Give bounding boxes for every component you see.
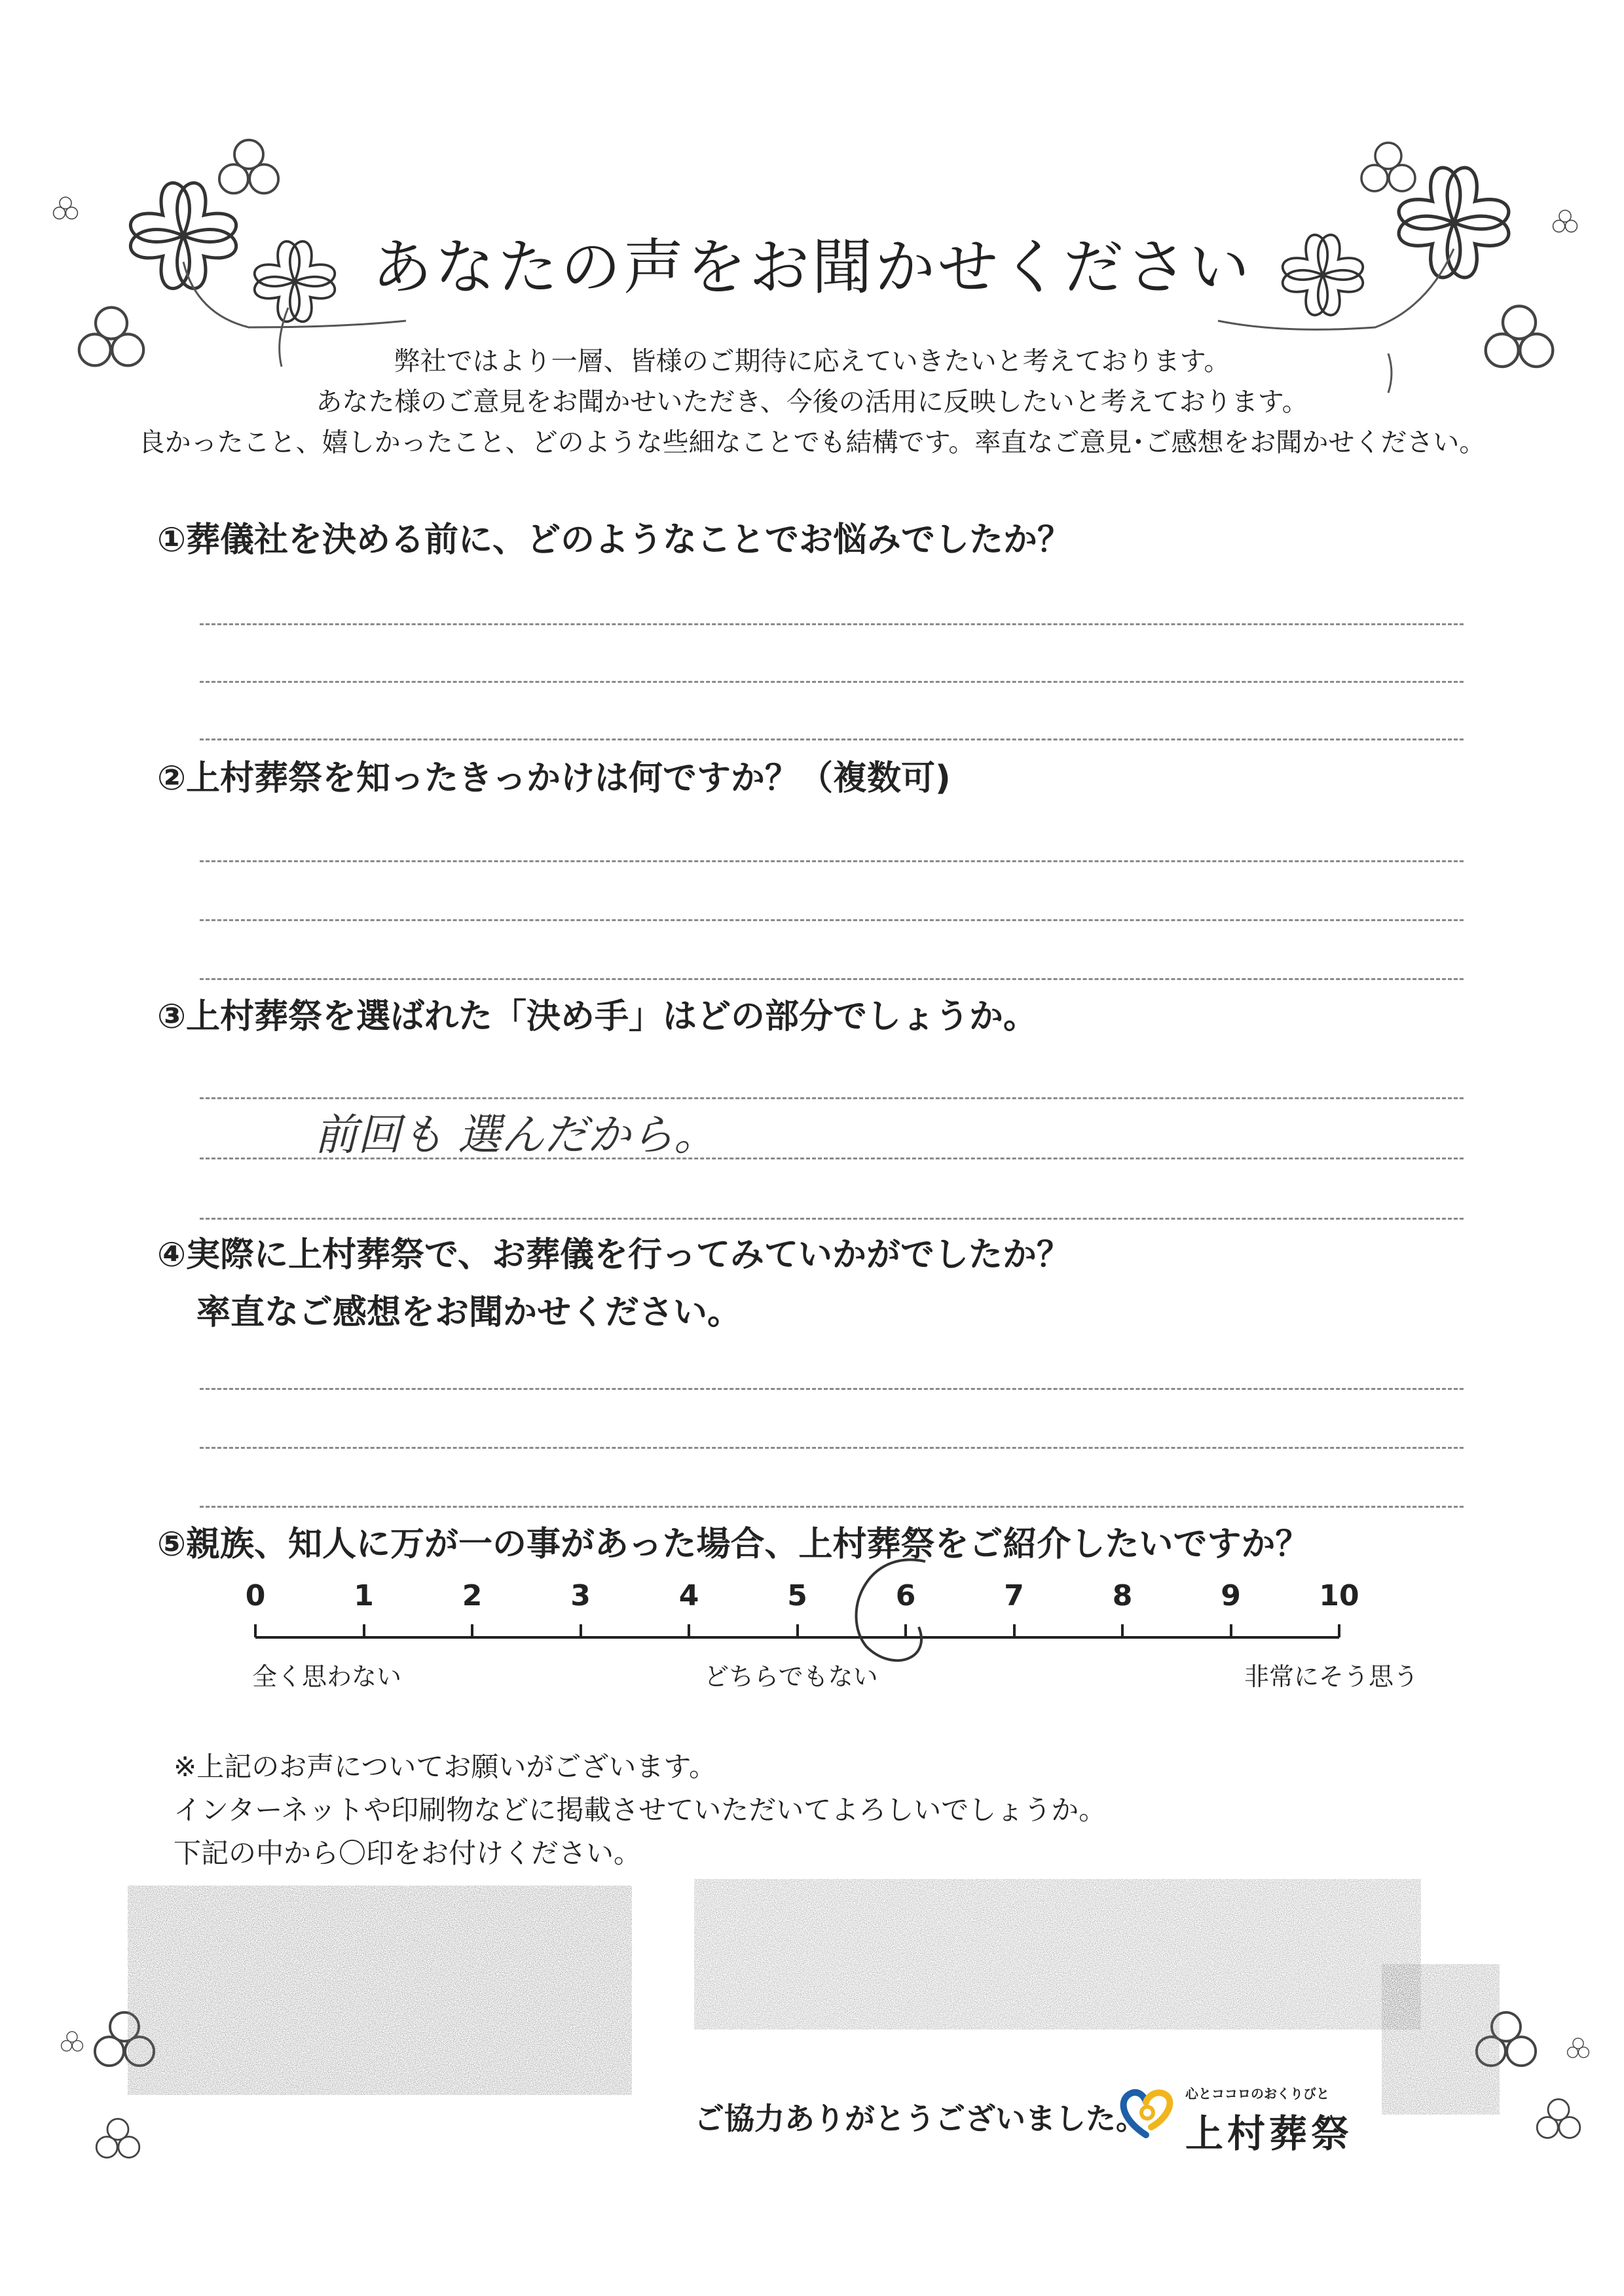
intro-line-2: あなた様のご意見をお聞かせいただき、今後の活用に反映したいと考えております。 bbox=[316, 387, 1308, 417]
note-line-1: ※上記のお声についてお願いがございます。 bbox=[174, 1751, 716, 1783]
scale-number-2[interactable]: 2 bbox=[462, 1579, 483, 1613]
scale-number-3[interactable]: 3 bbox=[570, 1579, 591, 1613]
scale-tick-7[interactable] bbox=[1013, 1624, 1016, 1637]
scale-tick-2[interactable] bbox=[471, 1624, 473, 1637]
answer-line[interactable] bbox=[200, 1388, 1464, 1390]
question-2: ②上村葬祭を知ったきっかけは何ですか？（複数可) bbox=[157, 759, 951, 798]
scale-number-5[interactable]: 5 bbox=[787, 1579, 807, 1613]
question-3: ③上村葬祭を選ばれた「決め手」はどの部分でしょうか。 bbox=[157, 997, 1038, 1036]
scale-tick-6[interactable] bbox=[904, 1624, 907, 1637]
answer-line[interactable] bbox=[200, 738, 1464, 740]
scale-number-9[interactable]: 9 bbox=[1221, 1579, 1241, 1613]
brand-tagline: 心とココロのおくりびと bbox=[1185, 2086, 1329, 2102]
scale-tick-0[interactable] bbox=[254, 1624, 257, 1637]
note-line-3: 下記の中から〇印をお付けください。 bbox=[174, 1837, 642, 1869]
scale-tick-1[interactable] bbox=[363, 1624, 365, 1637]
question-1: ①葬儀社を決める前に、どのようなことでお悩みでしたか？ bbox=[157, 520, 1072, 560]
scale-tick-10[interactable] bbox=[1338, 1624, 1340, 1637]
scale-tick-5[interactable] bbox=[796, 1624, 799, 1637]
answer-line[interactable] bbox=[200, 1157, 1464, 1159]
question-5: ⑤親族、知人に万が一の事があった場合、上村葬祭をご紹介したいですか？ bbox=[157, 1525, 1310, 1564]
answer-line[interactable] bbox=[200, 1218, 1464, 1220]
intro-line-1: 弊社ではより一層、皆様のご期待に応えていきたいと考えております。 bbox=[394, 346, 1230, 376]
answer-line[interactable] bbox=[200, 919, 1464, 921]
answer-line[interactable] bbox=[200, 681, 1464, 683]
scale-number-10[interactable]: 10 bbox=[1319, 1579, 1359, 1613]
heart-logo-icon bbox=[1113, 2079, 1179, 2144]
scale-number-6[interactable]: 6 bbox=[895, 1579, 916, 1613]
scale-number-4[interactable]: 4 bbox=[678, 1579, 699, 1613]
answer-line[interactable] bbox=[200, 623, 1464, 625]
scale-high-label: 非常にそう思う bbox=[1244, 1662, 1419, 1691]
answer-line[interactable] bbox=[200, 1447, 1464, 1449]
answer-line[interactable] bbox=[200, 860, 1464, 862]
scale-tick-8[interactable] bbox=[1121, 1624, 1124, 1637]
answer-line[interactable] bbox=[200, 1097, 1464, 1099]
scale-low-label: 全く思わない bbox=[252, 1662, 402, 1691]
question-4: ④実際に上村葬祭で、お葬儀を行ってみていかがでしたか？ bbox=[157, 1235, 1071, 1275]
handwritten-answer-3: 前回も 選んだから。 bbox=[314, 1110, 717, 1160]
scale-tick-4[interactable] bbox=[688, 1624, 690, 1637]
answer-line[interactable] bbox=[200, 1506, 1464, 1508]
brand-name: 上村葬祭 bbox=[1185, 2111, 1354, 2156]
scale-number-8[interactable]: 8 bbox=[1112, 1579, 1133, 1613]
scale-mid-label: どちらでもない bbox=[704, 1662, 878, 1691]
scale-number-1[interactable]: 1 bbox=[354, 1579, 374, 1613]
answer-line[interactable] bbox=[200, 978, 1464, 980]
thanks-message: ご協力ありがとうございました。 bbox=[694, 2101, 1146, 2136]
intro-line-3: 良かったこと、嬉しかったこと、どのような些細なことでも結構です。率直なご意見･ご感想をお聞かせください。 bbox=[138, 428, 1486, 458]
scale-number-0[interactable]: 0 bbox=[245, 1579, 266, 1613]
scale-tick-3[interactable] bbox=[580, 1624, 582, 1637]
scale-number-7[interactable]: 7 bbox=[1004, 1579, 1024, 1613]
note-line-2: インターネットや印刷物などに掲載させていただいてよろしいでしょうか。 bbox=[174, 1794, 1107, 1826]
page-title: あなたの声をお聞かせください bbox=[371, 232, 1252, 302]
scale-tick-9[interactable] bbox=[1230, 1624, 1232, 1637]
question-4-subline: 率直なご感想をお聞かせください。 bbox=[196, 1293, 742, 1332]
